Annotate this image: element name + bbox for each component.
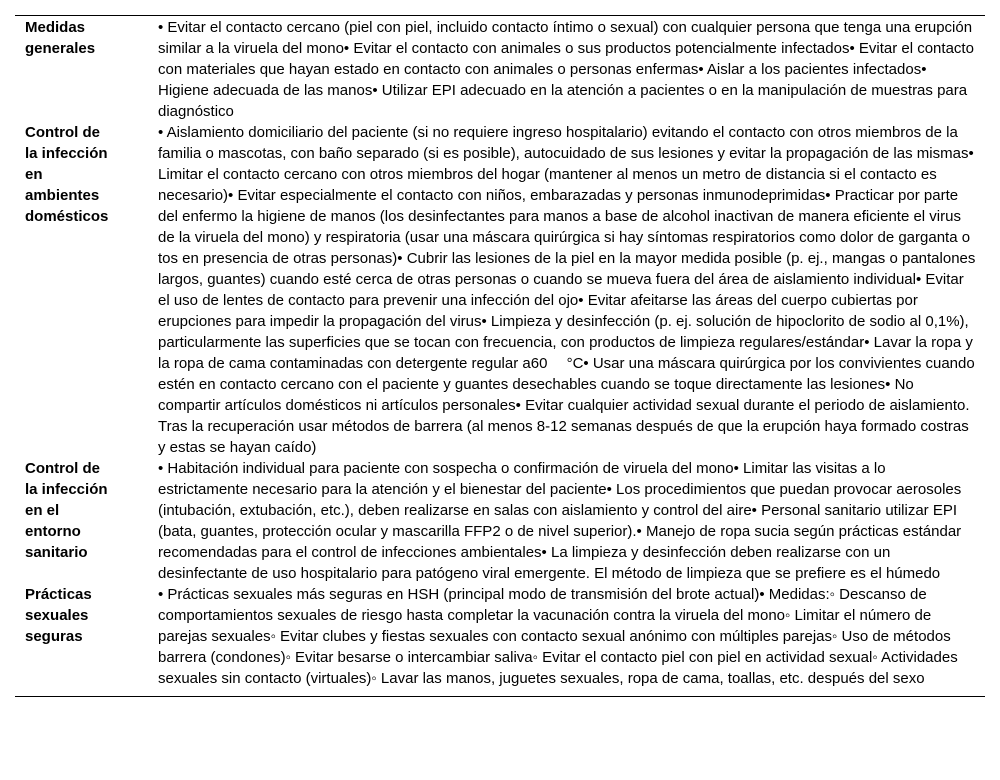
row-category-domestic-infection-control: Control de la infección en ambientes domésticos	[25, 124, 109, 225]
table-row-safe-sexual-practices	[15, 584, 985, 697]
table-row-domestic-infection-control	[15, 122, 985, 458]
row-category-safe-sexual-practices: Prácticas sexuales seguras	[25, 586, 92, 645]
table-row-healthcare-infection-control	[15, 458, 985, 584]
row-text-healthcare-infection-control: • Habitación individual para paciente con sospecha o confirmación de viruela del mono• Limitar las visitas a lo estrictamente necesario para la atención y el bienestar del paciente• Los procedimientos que puedan provocar aerosoles (intubación, extubación, etc.), deben realizarse en salas con aislamiento y control del aire• Personal sanitario utilizar EPI (bata, guantes, protección ocular y mascarilla FFP2 o de nivel superior).• Manejo de ropa sucia según prácticas estándar recomendadas para el control de infecciones ambientales• La limpieza y desinfección deben realizarse con un desinfectante de uso hospitalario para patógeno viral emergente. El método de limpieza que se prefiere es el húmedo	[158, 460, 962, 582]
row-text-general-measures: • Evitar el contacto cercano (piel con piel, incluido contacto íntimo o sexual) con cualquier persona que tenga una erupción similar a la viruela del mono• Evitar el contacto con animales o sus productos potencialmente infectados• Evitar el contacto con materiales que hayan estado en contacto con animales o personas enfermas• Aislar a los pacientes infectados• Higiene adecuada de las manos• Utilizar EPI adecuado en la atención a pacientes o en la manipulación de muestras para diagnóstico	[158, 19, 974, 120]
row-category-general-measures: Medidas generales	[25, 19, 96, 57]
row-text-safe-sexual-practices: • Prácticas sexuales más seguras en HSH (principal modo de transmisión del brote actual)• Medidas:◦ Descanso de comportamientos sexuales de riesgo hasta completar la vacunación contra la viruela del mono◦ Limitar el número de parejas sexuales◦ Evitar clubes y fiestas sexuales con contacto sexual anónimo con múltiples parejas◦ Uso de métodos barrera (condones)◦ Evitar besarse o intercambiar saliva◦ Evitar el contacto piel con piel en actividad sexual◦ Actividades sexuales sin contacto (virtuales)◦ Lavar las manos, juguetes sexuales, ropa de cama, toallas, etc. después del sexo	[158, 586, 958, 687]
row-text-domestic-infection-control: • Aislamiento domiciliario del paciente (si no requiere ingreso hospitalario) evitando el contacto con otros miembros de la familia o mascotas, con baño separado (si es posible), autocuidado de sus lesiones y evitar la propagación de las mismas• Limitar el contacto cercano con otros miembros del hogar (mantener al menos un metro de distancia si el contacto es necesario)• Evitar especialmente el contacto con niños, embarazadas y personas inmunodeprimidas• Practicar por parte del enfermo la higiene de manos (los desinfectantes para manos a base de alcohol inactivan de manera eficiente el virus de la viruela del mono) y respiratoria (usar una máscara quirúrgica si hay síntomas respiratorios como dolor de garganta o tos en presencia de otras personas)• Cubrir las lesiones de la piel en la mayor medida posible (p. ej., mangas o pantalones largos, guantes) cuando esté cerca de otras personas o cuando se mueva fuera del área de aislamiento individual• Evitar el uso de lentes de contacto para prevenir una infección del ojo• Evitar afeitarse las áreas del cuerpo cubiertas por erupciones para impedir la propagación del virus• Limpieza y desinfección (p. ej. solución de hipoclorito de sodio al 0,1%), particularmente las superficies que se tocan con frecuencia, con productos de limpieza regulares/estándar• Lavar la ropa y la ropa de cama contaminadas con detergente regular a60 °C• Usar una máscara quirúrgica por los convivientes cuando estén en contacto cercano con el paciente y guantes desechables cuando se toque directamente las lesiones• No compartir artículos domésticos ni artículos personales• Evitar cualquier actividad sexual durante el periodo de aislamiento. Tras la recuperación usar métodos de barrera (al menos 8-12 semanas después de que la erupción haya formado costras y estas se hayan caído)	[158, 124, 976, 456]
prevention-measures-table	[15, 15, 985, 697]
row-category-healthcare-infection-control: Control de la infección en el entorno sanitario	[25, 460, 108, 561]
table-row-general-measures	[15, 16, 985, 123]
